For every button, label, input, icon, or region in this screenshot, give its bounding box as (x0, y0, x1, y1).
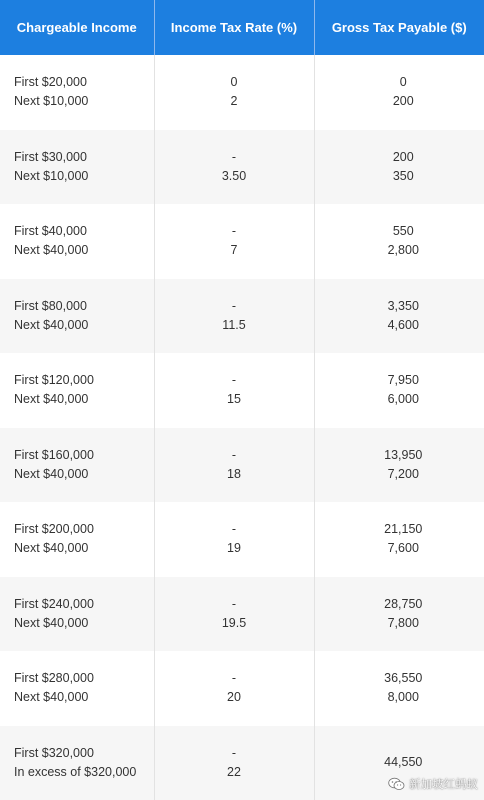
rate-cell (154, 726, 314, 800)
income-cell-line: Next $40,000 (14, 243, 89, 258)
rate-cell-line: - (231, 522, 237, 537)
payable-cell-line: 7,950 (387, 373, 419, 388)
payable-cell-line: 2,800 (387, 243, 419, 258)
payable-cell-line: 44,550 (384, 755, 423, 770)
income-cell-line: Next $40,000 (14, 466, 89, 481)
payable-cell (314, 577, 484, 652)
rate-cell-line: - (231, 298, 237, 313)
income-cell (0, 651, 154, 726)
rate-cell-line: - (231, 373, 237, 388)
rate-cell-line: - (231, 596, 237, 611)
payable-cell-line: 350 (392, 168, 414, 183)
income-cell (0, 502, 154, 577)
income-cell-line: First $320,000 (14, 745, 94, 760)
rate-cell-line: 20 (227, 690, 241, 705)
income-cell-line: Next $10,000 (14, 168, 89, 183)
income-cell-line: Next $40,000 (14, 690, 89, 705)
table-row (0, 651, 484, 726)
income-cell (0, 428, 154, 503)
payable-cell-line: 13,950 (384, 447, 423, 462)
header-row (0, 0, 484, 55)
table-row (0, 577, 484, 652)
table-row (0, 502, 484, 577)
income-cell (0, 577, 154, 652)
income-cell (0, 353, 154, 428)
income-cell-line: Next $40,000 (14, 541, 89, 556)
table-row (0, 130, 484, 205)
payable-cell-line: 36,550 (384, 671, 423, 686)
rate-cell-line: 2 (230, 94, 238, 109)
watermark (388, 776, 478, 792)
income-cell-line: First $120,000 (14, 373, 94, 388)
header-gross-tax-payable: Gross Tax Payable ($) (314, 0, 484, 55)
payable-cell-line: 4,600 (387, 317, 419, 332)
rate-cell-line: 19.5 (221, 615, 247, 630)
income-cell-line: First $80,000 (14, 298, 87, 313)
income-cell (0, 726, 154, 800)
income-cell-line: First $20,000 (14, 75, 87, 90)
payable-cell-line: 21,150 (384, 522, 423, 537)
rate-cell (154, 279, 314, 354)
header-chargeable-income: Chargeable Income (0, 0, 154, 55)
rate-cell-line: - (231, 745, 237, 760)
payable-cell-line: 200 (392, 149, 414, 164)
income-cell-line: First $40,000 (14, 224, 87, 239)
income-cell-line: First $280,000 (14, 671, 94, 686)
payable-cell-line: 8,000 (387, 690, 419, 705)
rate-cell-line: 18 (227, 466, 241, 481)
income-cell-line: Next $40,000 (14, 392, 89, 407)
rate-cell (154, 55, 314, 130)
rate-cell (154, 577, 314, 652)
watermark-text: 新加坡红蚂蚁 (409, 779, 478, 791)
income-cell-line: In excess of $320,000 (14, 764, 137, 779)
income-cell (0, 279, 154, 354)
table-row (0, 204, 484, 279)
table-row (0, 428, 484, 503)
income-cell-line: First $160,000 (14, 447, 94, 462)
payable-cell (314, 428, 484, 503)
payable-cell (314, 204, 484, 279)
rate-cell-line: 19 (227, 541, 241, 556)
rate-cell-line: 11.5 (222, 317, 246, 332)
rate-cell-line: - (231, 224, 237, 239)
rate-cell (154, 502, 314, 577)
payable-cell (314, 55, 484, 130)
header-income-tax-rate: Income Tax Rate (%) (154, 0, 314, 55)
payable-cell-line: 7,600 (387, 541, 419, 556)
payable-cell-line: 7,800 (387, 615, 419, 630)
income-cell-line: Next $40,000 (14, 317, 89, 332)
income-cell-line: First $200,000 (14, 522, 94, 537)
payable-cell-line: 550 (392, 224, 414, 239)
payable-cell-line: 3,350 (387, 298, 419, 313)
rate-cell-line: 22 (227, 764, 241, 779)
rate-cell-line: 3.50 (221, 168, 247, 183)
income-cell-line: First $30,000 (14, 149, 87, 164)
table-body (0, 55, 484, 800)
rate-cell-line: - (231, 149, 237, 164)
payable-cell-line: 0 (399, 75, 407, 90)
table-header (0, 0, 484, 55)
rate-cell (154, 651, 314, 726)
table-row (0, 279, 484, 354)
income-cell (0, 204, 154, 279)
income-cell-line: Next $10,000 (14, 94, 89, 109)
payable-cell (314, 651, 484, 726)
wechat-icon (388, 777, 405, 791)
rate-cell (154, 428, 314, 503)
payable-cell (314, 353, 484, 428)
income-cell (0, 55, 154, 130)
rate-cell (154, 130, 314, 205)
payable-cell (314, 130, 484, 205)
rate-cell-line: - (231, 671, 237, 686)
payable-cell-line: 7,200 (387, 466, 419, 481)
income-cell-line: Next $40,000 (14, 615, 89, 630)
rate-cell (154, 353, 314, 428)
payable-cell (314, 502, 484, 577)
income-cell-line: First $240,000 (14, 596, 94, 611)
table-row (0, 353, 484, 428)
rate-cell-line: 0 (230, 75, 238, 90)
payable-cell (314, 279, 484, 354)
income-cell (0, 130, 154, 205)
payable-cell-line: 28,750 (384, 596, 423, 611)
rate-cell-line: - (231, 447, 237, 462)
rate-cell-line: 15 (227, 392, 241, 407)
rate-cell (154, 204, 314, 279)
payable-cell-line: 200 (392, 94, 414, 109)
table-row (0, 55, 484, 130)
rate-cell-line: 7 (230, 243, 238, 258)
payable-cell-line: 6,000 (387, 392, 419, 407)
